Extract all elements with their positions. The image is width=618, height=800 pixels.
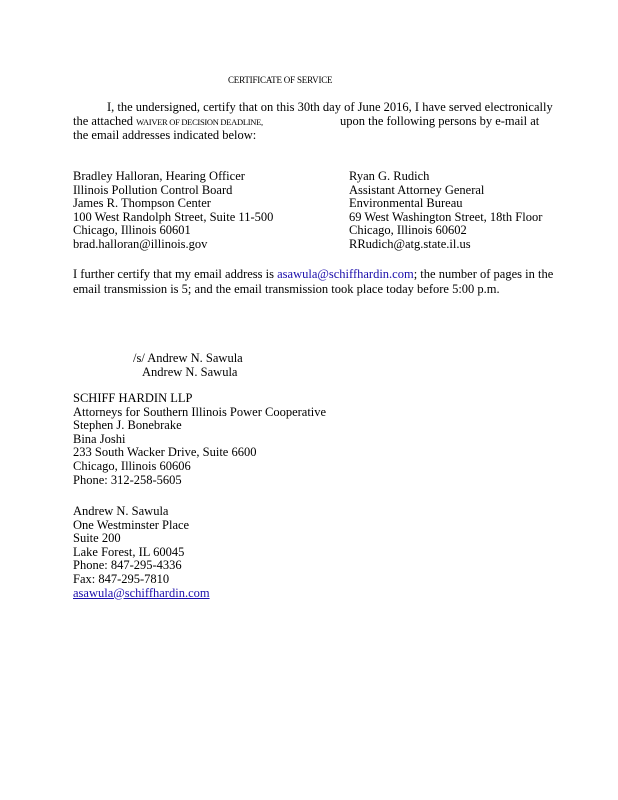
- intro-line-1: [73, 100, 573, 114]
- recipient-rudich: [349, 170, 542, 252]
- recipient-email[interactable]: brad.halloran@illinois.gov: [73, 236, 208, 251]
- recipient-line: Illinois Pollution Control Board: [73, 182, 233, 197]
- signature-line: /s/ Andrew N. Sawula: [133, 351, 243, 365]
- recipient-line: Chicago, Illinois 60601: [73, 223, 191, 238]
- further-text-b: ; the number of pages in the: [413, 267, 554, 281]
- recipient-line: Bradley Halloran, Hearing Officer: [73, 169, 245, 183]
- contact-name: Andrew N. Sawula: [73, 504, 169, 518]
- document-title: CERTIFICATE OF SERVICE: [228, 75, 333, 85]
- firm-line: Bina Joshi: [73, 431, 126, 446]
- contact-line: Suite 200: [73, 531, 121, 546]
- recipient-line: Environmental Bureau: [349, 196, 463, 211]
- firm-block: [73, 392, 326, 487]
- further-line-2: email transmission is 5; and the email transmission took place today before 5:00 p.m.: [73, 282, 500, 296]
- further-text-a: I further certify that my email address is: [73, 267, 278, 281]
- firm-line: Chicago, Illinois 60606: [73, 458, 191, 473]
- firm-name: SCHIFF HARDIN LLP: [73, 391, 193, 405]
- firm-phone: Phone: 312-258-5605: [73, 472, 182, 487]
- recipient-line: 69 West Washington Street, 18th Floor: [349, 209, 543, 224]
- contact-line: One Westminster Place: [73, 517, 190, 532]
- contact-line: Lake Forest, IL 60045: [73, 544, 185, 559]
- firm-line: Attorneys for Southern Illinois Power Cooperative: [73, 404, 327, 419]
- recipient-line: Assistant Attorney General: [349, 182, 485, 197]
- contact-block: [73, 505, 210, 600]
- contact-fax: Fax: 847-295-7810: [73, 571, 170, 586]
- contact-phone: Phone: 847-295-4336: [73, 558, 182, 573]
- intro-text-a: I, the undersigned, certify that on this: [107, 100, 298, 114]
- recipient-line: 100 West Randolph Street, Suite 11-500: [73, 209, 274, 224]
- signature-name: Andrew N. Sawula: [142, 365, 238, 379]
- document-name: WAIVER OF DECISION DEADLINE,: [136, 117, 263, 127]
- recipient-line: James R. Thompson Center: [73, 196, 211, 211]
- recipient-line: Chicago, Illinois 60602: [349, 223, 467, 238]
- recipient-line: Ryan G. Rudich: [349, 169, 430, 183]
- intro-text-b: th day of June 2016, I have served electronically: [310, 100, 553, 114]
- recipient-halloran: [73, 170, 273, 252]
- firm-line: 233 South Wacker Drive, Suite 6600: [73, 445, 257, 460]
- intro-upon-text: upon the following persons by e-mail at: [340, 114, 540, 128]
- firm-line: Stephen J. Bonebrake: [73, 418, 182, 433]
- recipient-email[interactable]: RRudich@atg.state.il.us: [349, 236, 471, 251]
- intro-attached-text: the attached: [73, 114, 134, 128]
- sender-email-link[interactable]: asawula@schiffhardin.com: [277, 267, 414, 281]
- service-day: 30: [297, 100, 311, 114]
- intro-line-3: the email addresses indicated below:: [73, 128, 257, 142]
- contact-email-link[interactable]: asawula@schiffhardin.com: [73, 585, 210, 600]
- further-line-1: [73, 267, 573, 281]
